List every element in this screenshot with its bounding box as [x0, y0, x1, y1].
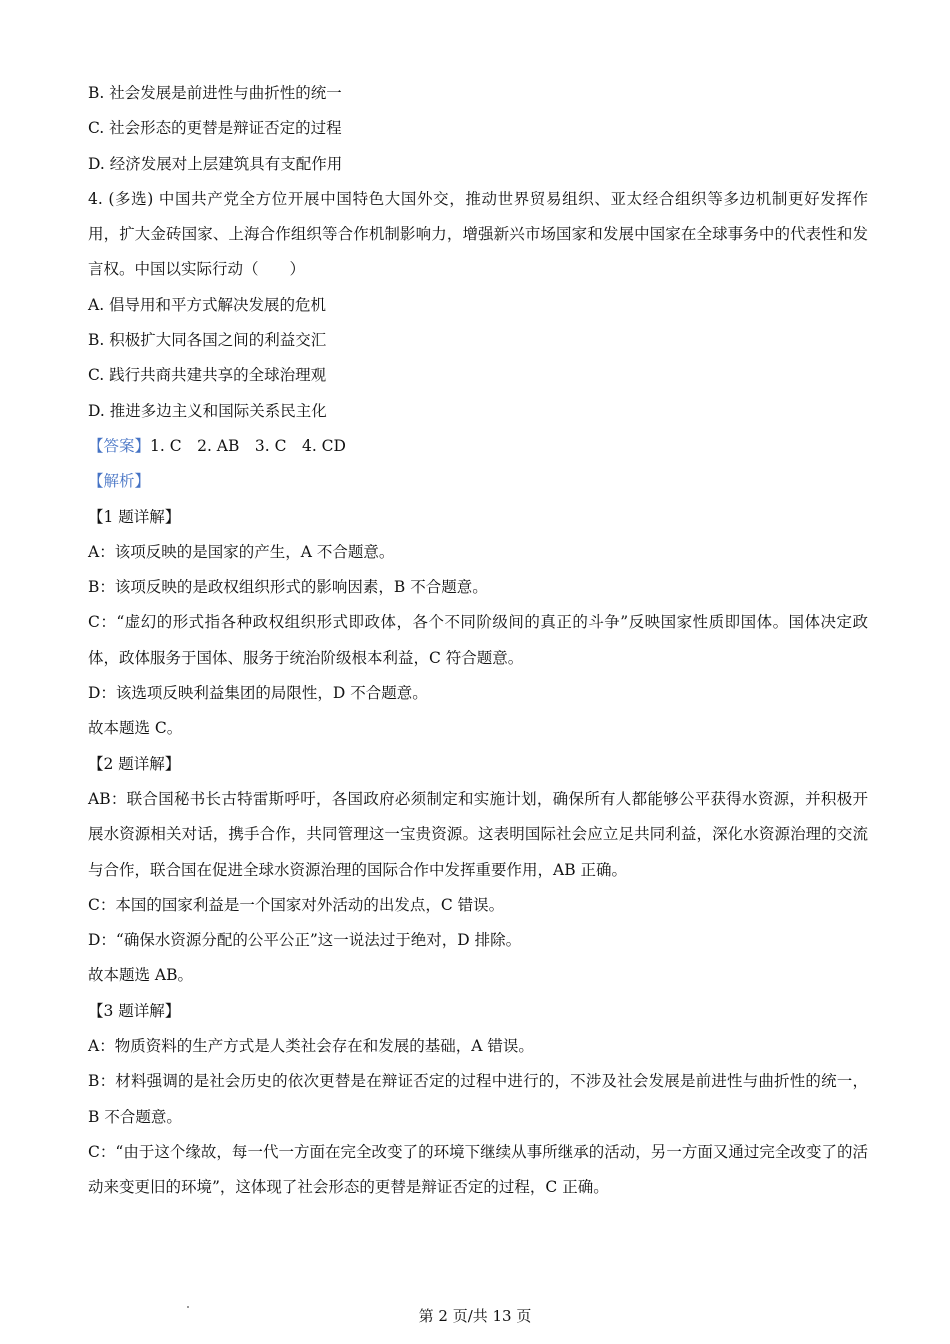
q4-option-b: B. 积极扩大同各国之间的利益交汇	[88, 331, 327, 350]
q2-conclusion: 故本题选 AB。	[88, 966, 194, 985]
q3-option-b: B. 社会发展是前进性与曲折性的统一	[88, 84, 342, 102]
q4-option-d: D. 推进多边主义和国际关系民主化	[88, 401, 327, 420]
page-footer: 第 2 页/共 13 页	[418, 1307, 532, 1325]
q1-detail-b: B：该项反映的是政权组织形式的影响因素，B 不合题意。	[88, 578, 488, 597]
q1-conclusion: 故本题选 C。	[88, 719, 183, 738]
q3-option-d: D. 经济发展对上层建筑具有支配作用	[88, 154, 343, 173]
answer-tag: 【答案】	[88, 436, 151, 455]
q2-detail-ab: AB：联合国秘书长古特雷斯呼吁，各国政府必须制定和实施计划，确保所有人都能够公平获得水资源，并积极开展水资源相关对话，携手合作，共同管理这一宝贵资源。这表明国际社会应立足共同利益，深化水资源治理的交流与合作，联合国在促进全球水资源治理的国际合作中发挥重要作用，AB 正确。	[88, 789, 868, 879]
q3-detail-b: B：材料强调的是社会历史的依次更替是在辩证否定的过程中进行的，不涉及社会发展是前进性与曲折性的统一，B 不合题意。	[88, 1072, 868, 1126]
answer-line	[88, 429, 868, 464]
analysis-tag: 【解析】	[88, 472, 151, 491]
q2-detail-heading: 【2 题详解】	[88, 754, 181, 773]
q4-option-c: C. 践行共商共建共享的全球治理观	[88, 366, 327, 385]
q1-detail-a: A：该项反映的是国家的产生，A 不合题意。	[88, 542, 395, 561]
q2-detail-d: D：“确保水资源分配的公平公正”这一说法过于绝对，D 排除。	[88, 931, 522, 950]
q3-detail-c: C：“由于这个缘故，每一代一方面在完全改变了的环境下继续从事所继承的活动，另一方面又通过完全改变了的活动来变更旧的环境”，这体现了社会形态的更替是辩证否定的过程，C 正确。	[88, 1142, 868, 1197]
q4-option-a: A. 倡导用和平方式解决发展的危机	[88, 295, 327, 314]
q1-detail-heading: 【1 题详解】	[88, 507, 181, 526]
q3-detail-heading: 【3 题详解】	[88, 1001, 181, 1020]
q2-detail-c: C：本国的国家利益是一个国家对外活动的出发点，C 错误。	[88, 895, 505, 914]
q1-detail-d: D：该选项反映利益集团的局限性，D 不合题意。	[88, 684, 428, 703]
q3-option-c: C. 社会形态的更替是辩证否定的过程	[88, 119, 342, 138]
answer-text: 1. C 2. AB 3. C 4. CD	[150, 436, 346, 455]
q1-detail-c: C：“虚幻的形式指各种政权组织形式即政体，各个不同阶级间的真正的斗争”反映国家性质即国体。国体决定政体，政体服务于国体、服务于统治阶级根本利益，C 符合题意。	[88, 613, 868, 667]
q4-stem: 4. (多选) 中国共产党全方位开展中国特色大国外交，推动世界贸易组织、亚太经合组织等多边机制更好发挥作用，扩大金砖国家、上海合作组织等合作机制影响力，增强新兴市场国家和发展中国家在全球事务中的代表性和发言权。中国以实际行动（ ）	[88, 189, 868, 279]
q3-detail-a: A：物质资料的生产方式是人类社会存在和发展的基础，A 错误。	[88, 1037, 534, 1056]
document-body	[88, 76, 868, 1206]
